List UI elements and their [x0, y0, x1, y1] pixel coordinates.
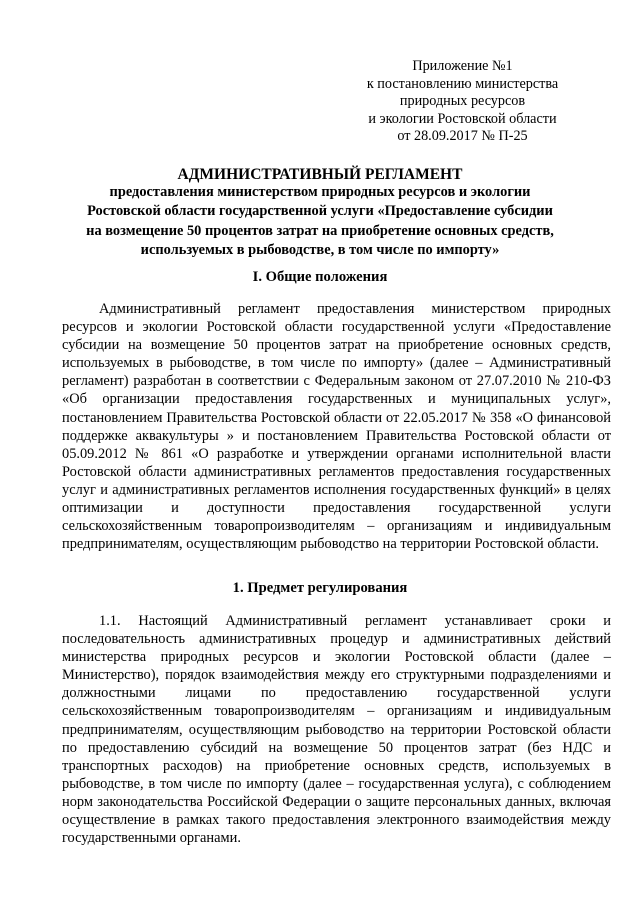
section-2-heading: 1. Предмет регулирования: [232, 580, 408, 596]
document-title: АДМИНИСТРАТИВНЫЙ РЕГЛАМЕНТ: [177, 166, 463, 183]
appendix-line-4: и экологии Ростовской области: [368, 110, 557, 127]
section-2-paragraph: 1.1. Настоящий Административный регламент устанавливает сроки и последовательность административных процедур и административных действий министерства природных ресурсов и экологии Ростовской области (далее – Министерство), порядок взаимодействия между его структурными подразделениями и должностными лицами по предоставлению государственной услуги сельскохозяйственным товаропроизводителям – организациям и индивидуальным предпринимателям, осуществляющим рыбоводство на территории Ростовской области по предоставлению субсидий на возмещение 50 процентов затрат (без НДС и транспортных расходов) на приобретение основных средств, используемых в рыбоводстве, в том числе по импорту (далее – государственная услуга), с соблюдением норм законодательства Российской Федерации о защите персональных данных, включая осуществление в рамках такого предоставления электронного взаимодействия между государственными органами.: [62, 613, 611, 847]
section-1-paragraph: Административный регламент предоставления министерством природных ресурсов и экологии Ростовской области государственной услуги «Предоставление субсидии на возмещение 50 процентов затрат на приобретение основных средств, используемых в рыбоводстве, в том числе по импорту» (далее – Административный регламент) разработан в соответствии с Федеральным законом от 27.07.2010 № 210-ФЗ «Об организации предоставления государственных и муниципальных услуг», постановлением Правительства Ростовской области от 22.05.2017 № 358 «О финансовой поддержке аквакультуры » и постановлением Правительства Ростовской области от 05.09.2012 № 861 «О разработке и утверждении органами исполнительной власти Ростовской области административных регламентов предоставления государственных услуг и административных регламентов исполнения государственных функций» в целях оптимизации и доступности предоставления государственной услуги сельскохозяйственным товаропроизводителям – организациям и индивидуальным предпринимателям, осуществляющим рыбоводство на территории Ростовской области.: [62, 301, 611, 553]
document-subtitle: предоставления министерством природных ресурсов и экологии Ростовской области государственной услуги «Предоставление субсидии на возмещение 50 процентов затрат на приобретение основных средств, используемых в рыбоводстве, в том числе по импорту»: [86, 184, 554, 259]
appendix-line-3: природных ресурсов: [399, 93, 526, 110]
appendix-line-1: Приложение №1: [412, 58, 513, 74]
appendix-block: [355, 58, 570, 146]
appendix-line-2: к постановлению министерства: [366, 75, 559, 92]
section-1-heading: I. Общие положения: [252, 269, 388, 285]
appendix-line-5: от 28.09.2017 № П-25: [397, 128, 528, 145]
